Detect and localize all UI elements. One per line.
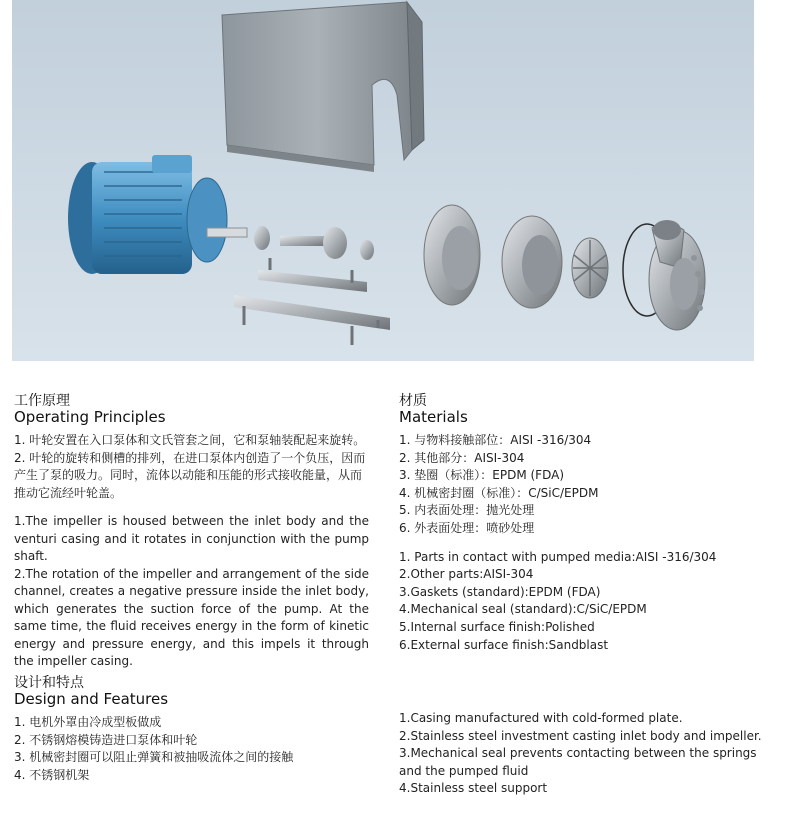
materials-en-item: 3.Gaskets (standard):EPDM (FDA) [399,584,601,599]
design-cn-item: 3. 机械密封圈可以阻止弹簧和被抽吸流体之间的接触 [14,750,294,765]
design-cn-item: 2. 不锈钢熔模铸造进口泵体和叶轮 [14,732,198,747]
materials-cn-item: 4. 机械密封圈（标准）：C/SiC/EPDM [399,485,599,500]
operating-principles-section [14,393,369,671]
materials-en-item: 6.External surface finish:Sandblast [399,637,609,652]
design-en-item: 2.Stainless steel investment casting inlet body and impeller. [399,728,762,743]
materials-en-item: 2.Other parts:AISI-304 [399,567,534,582]
design-en-item: 3.Mechanical seal prevents contacting between the springs and the pumped fluid [399,746,757,778]
operating-cn-paragraph-2: 2. 叶轮的旋转和侧槽的排列，在进口泵体内创造了一个负压，因而产生了泵的吸力。同时，流体以动能和压能的形式接收能量，从而推动它流经叶轮盖。 [14,450,366,500]
materials-heading-en: Materials [399,408,468,426]
operating-heading-cn: 工作原理 [14,393,70,409]
design-en-item: 1.Casing manufactured with cold-formed plate. [399,711,683,725]
operating-cn-paragraph-1: 1. 叶轮安置在入口泵体和文氏管套之间，它和泵轴装配起来旋转。 [14,433,366,447]
exploded-pump-illustration [12,0,754,361]
venturi-casing [502,216,562,308]
impeller [572,238,608,298]
design-en-list [399,710,764,798]
design-heading-en: Design and Features [14,690,169,708]
motor-flange [424,205,480,305]
design-heading-cn: 设计和特点 [14,675,84,691]
materials-cn-item: 5. 内表面处理：抛光处理 [399,503,535,518]
operating-en-paragraph-1: 1.The impeller is housed between the inlet body and the venturi casing and it rotates in conjunction with the pump shaft. [14,514,369,563]
materials-section [399,393,759,654]
design-cn-item: 1. 电机外罩由冷成型板做成 [14,715,162,729]
materials-cn-item: 3. 垫圈（标准）：EPDM (FDA) [399,468,564,483]
materials-heading-cn: 材质 [399,393,427,409]
design-cn-item: 4. 不锈钢机架 [14,767,90,782]
operating-en-paragraph-2: 2.The rotation of the impeller and arrangement of the side channel, creates a negative pressure inside the inlet body, which generates the suction force of the pump. At the same time, the fluid receives energy in the form of kinetic energy and pressure energy, and this impels it through the impeller casing. [14,566,369,668]
materials-en-item: 1. Parts in contact with pumped media:AISI -316/304 [399,549,717,564]
design-section [14,675,374,784]
materials-cn-item: 6. 外表面处理：喷砂处理 [399,520,535,535]
design-en-item: 4.Stainless steel support [399,781,548,796]
materials-en-item: 4.Mechanical seal (standard):C/SiC/EPDM [399,602,647,617]
materials-en-item: 5.Internal surface finish:Polished [399,619,595,634]
materials-cn-item: 2. 其他部分：AISI-304 [399,450,525,465]
operating-heading-en: Operating Principles [14,408,166,426]
materials-cn-item: 1. 与物料接触部位：AISI -316/304 [399,433,592,447]
